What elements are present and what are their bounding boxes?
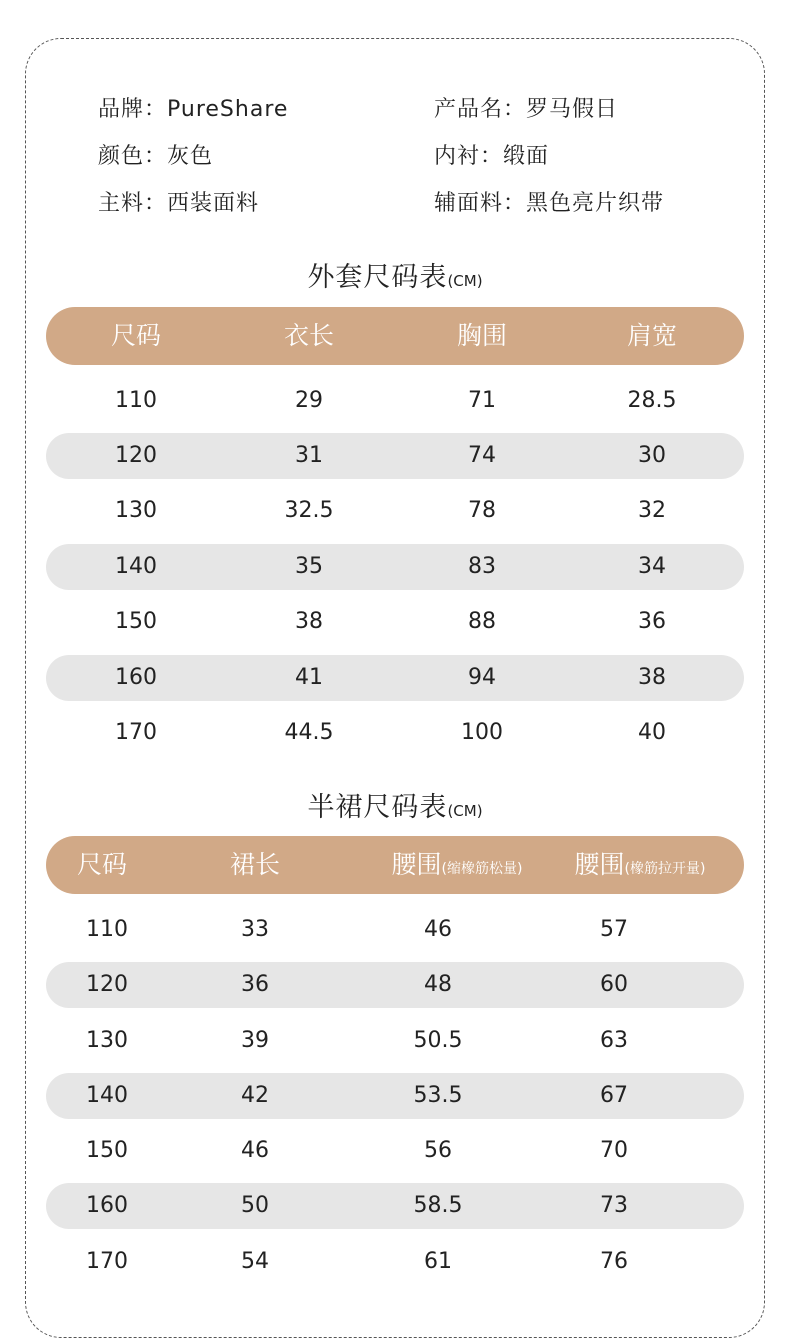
jacket-table-title: [0, 255, 790, 294]
jacket-cell-size: 110: [115, 388, 157, 413]
jacket-cell-size: 140: [115, 554, 157, 579]
info-lining-value: 缎面: [503, 144, 550, 169]
jacket-table-header: [46, 307, 744, 365]
skirt-cell-waist-relaxed: 53.5: [413, 1083, 463, 1108]
jacket-row: [46, 710, 744, 756]
jacket-cell-chest: 88: [468, 609, 496, 634]
skirt-cell-waist-stretched: 63: [600, 1028, 628, 1053]
skirt-cell-waist-relaxed: 58.5: [413, 1193, 463, 1218]
jacket-cell-size: 150: [115, 609, 157, 634]
jacket-cell-shoulder: 40: [638, 720, 666, 745]
jacket-header-chest: 胸围: [456, 321, 508, 350]
jacket-cell-shoulder: 30: [638, 443, 666, 468]
jacket-cell-length: 41: [295, 665, 323, 690]
skirt-table-title: [0, 785, 790, 824]
info-product-value: 罗马假日: [526, 97, 619, 122]
info-lining: [434, 139, 549, 170]
info-lining-label: 内衬：: [434, 144, 504, 169]
jacket-title-text: 外套尺码表: [307, 262, 448, 293]
info-product-label: 产品名：: [434, 97, 527, 122]
jacket-cell-size: 170: [115, 720, 157, 745]
skirt-header-waist-stretched: [575, 836, 706, 894]
jacket-row: [46, 488, 744, 534]
skirt-row: [46, 962, 744, 1008]
jacket-title-unit: (CM): [447, 272, 483, 290]
jacket-cell-shoulder: 32: [638, 498, 666, 523]
skirt-cell-size: 160: [86, 1193, 128, 1218]
jacket-cell-length: 32.5: [284, 498, 334, 523]
skirt-header-length: [230, 836, 280, 894]
skirt-cell-length: 50: [241, 1193, 269, 1218]
skirt-header-waist-stretched-note: (橡筋拉开量): [624, 861, 706, 877]
info-color-value: 灰色: [167, 144, 214, 169]
jacket-cell-chest: 94: [468, 665, 496, 690]
jacket-cell-shoulder: 34: [638, 554, 666, 579]
skirt-row: [46, 1239, 744, 1285]
skirt-cell-size: 120: [86, 972, 128, 997]
skirt-cell-length: 54: [241, 1249, 269, 1274]
skirt-cell-size: 150: [86, 1138, 128, 1163]
skirt-cell-waist-stretched: 60: [600, 972, 628, 997]
jacket-row: [46, 378, 744, 424]
jacket-cell-chest: 71: [468, 388, 496, 413]
jacket-header-size: 尺码: [110, 321, 162, 350]
skirt-row: [46, 1018, 744, 1064]
skirt-title-unit: (CM): [447, 802, 483, 820]
jacket-row: [46, 599, 744, 645]
info-brand-label: 品牌：: [98, 97, 168, 122]
info-main-fabric-label: 主料：: [98, 191, 168, 216]
skirt-row: [46, 1073, 744, 1119]
skirt-header-length-main: 裙长: [229, 850, 281, 879]
info-accessory: [434, 186, 664, 217]
skirt-cell-waist-relaxed: 48: [424, 972, 452, 997]
jacket-cell-size: 160: [115, 665, 157, 690]
info-main-fabric-value: 西装面料: [167, 191, 260, 216]
skirt-cell-size: 130: [86, 1028, 128, 1053]
jacket-cell-length: 38: [295, 609, 323, 634]
info-brand-value: PureShare: [167, 97, 289, 122]
skirt-header-waist-stretched-main: 腰围: [574, 850, 625, 879]
info-color: [98, 139, 213, 170]
jacket-row: [46, 433, 744, 479]
jacket-header-shoulder: 肩宽: [626, 321, 678, 350]
skirt-cell-waist-stretched: 76: [600, 1249, 628, 1274]
skirt-cell-length: 36: [241, 972, 269, 997]
info-product: [434, 92, 618, 123]
skirt-cell-waist-relaxed: 50.5: [413, 1028, 463, 1053]
jacket-cell-chest: 78: [468, 498, 496, 523]
skirt-table-header: [46, 836, 744, 894]
skirt-cell-waist-relaxed: 56: [424, 1138, 452, 1163]
jacket-cell-size: 120: [115, 443, 157, 468]
info-main-fabric: [98, 186, 259, 217]
skirt-header-size-main: 尺码: [76, 850, 128, 879]
skirt-cell-waist-stretched: 57: [600, 917, 628, 942]
skirt-row: [46, 1183, 744, 1229]
info-brand: [98, 92, 288, 123]
jacket-cell-length: 44.5: [284, 720, 334, 745]
skirt-title-text: 半裙尺码表: [307, 792, 448, 823]
jacket-cell-chest: 74: [468, 443, 496, 468]
skirt-header-waist-relaxed-note: (缩橡筋松量): [441, 861, 523, 877]
skirt-row: [46, 1128, 744, 1174]
skirt-header-waist-relaxed-main: 腰围: [391, 850, 442, 879]
jacket-cell-shoulder: 36: [638, 609, 666, 634]
info-accessory-value: 黑色亮片织带: [526, 191, 665, 216]
skirt-cell-waist-stretched: 70: [600, 1138, 628, 1163]
skirt-cell-size: 110: [86, 917, 128, 942]
jacket-cell-length: 35: [295, 554, 323, 579]
jacket-cell-size: 130: [115, 498, 157, 523]
skirt-cell-waist-relaxed: 46: [424, 917, 452, 942]
skirt-row: [46, 907, 744, 953]
jacket-cell-chest: 83: [468, 554, 496, 579]
skirt-cell-waist-stretched: 67: [600, 1083, 628, 1108]
skirt-cell-waist-stretched: 73: [600, 1193, 628, 1218]
skirt-cell-length: 33: [241, 917, 269, 942]
skirt-cell-length: 46: [241, 1138, 269, 1163]
skirt-cell-length: 39: [241, 1028, 269, 1053]
jacket-row: [46, 655, 744, 701]
skirt-header-size: [77, 836, 127, 894]
skirt-cell-waist-relaxed: 61: [424, 1249, 452, 1274]
info-color-label: 颜色：: [98, 144, 168, 169]
jacket-cell-chest: 100: [461, 720, 503, 745]
jacket-header-length: 衣长: [283, 321, 335, 350]
jacket-cell-shoulder: 38: [638, 665, 666, 690]
info-accessory-label: 辅面料：: [434, 191, 527, 216]
jacket-cell-length: 29: [295, 388, 323, 413]
skirt-cell-size: 140: [86, 1083, 128, 1108]
jacket-row: [46, 544, 744, 590]
jacket-cell-shoulder: 28.5: [627, 388, 677, 413]
skirt-cell-length: 42: [241, 1083, 269, 1108]
skirt-header-waist-relaxed: [392, 836, 523, 894]
jacket-cell-length: 31: [295, 443, 323, 468]
skirt-cell-size: 170: [86, 1249, 128, 1274]
